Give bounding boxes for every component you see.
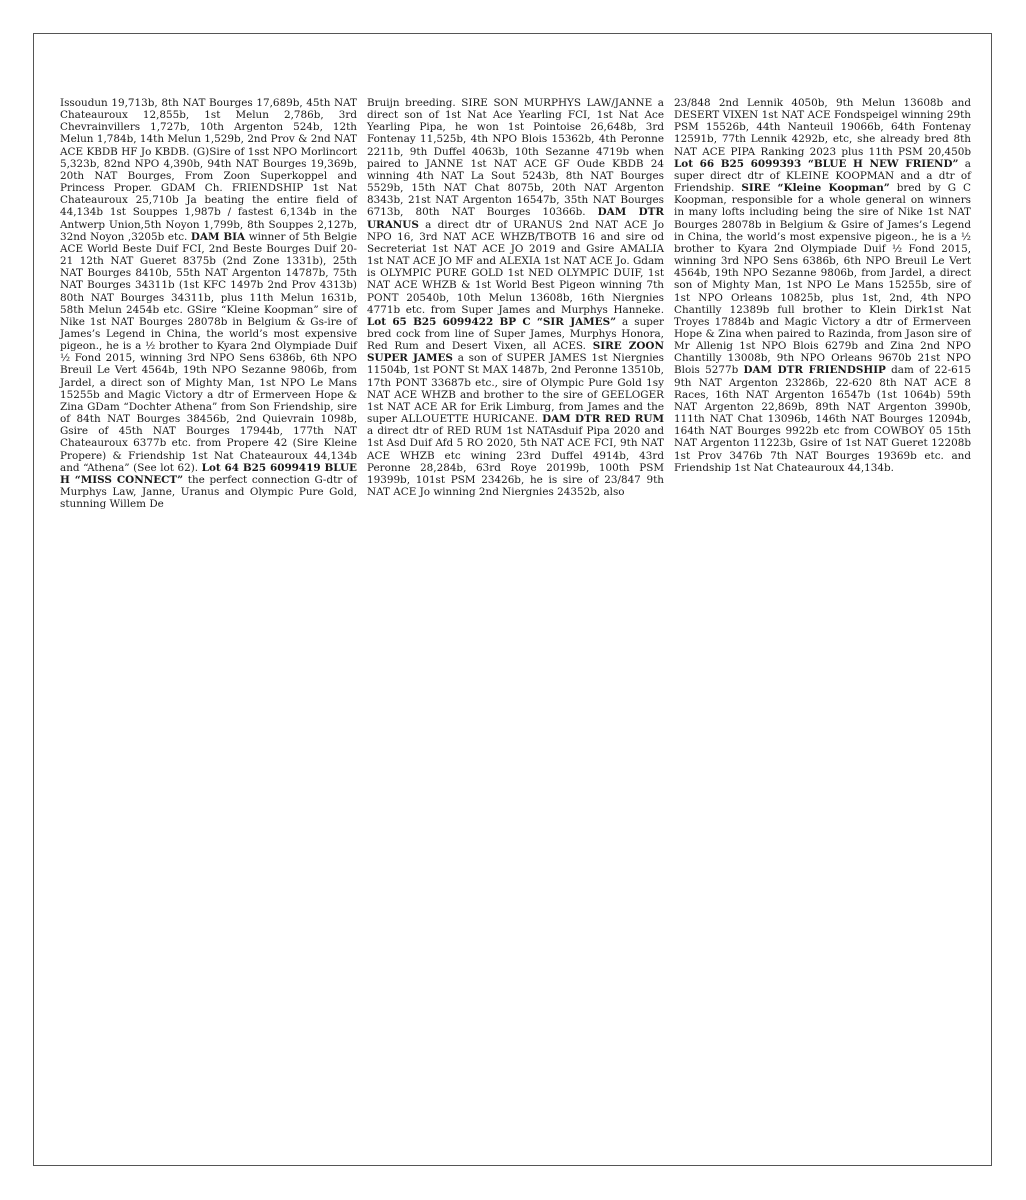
body-text: Issoudun 19,713b, 8th NAT Bourges 17,689b, 45th NAT Chateauroux 12,855b, 1st Melun 2,786b, 3rd Chevrainvillers 1,727b, 10th Argenton 524b, 12th Melun 1,784b, 14th Melun 1,529b, 2nd Prov & 2nd NAT ACE KBDB HF Jo KBDB. (G)Sire of 1sst NPO Morlincort 5,323b, 82nd NPO 4,390b, 94th NAT Bourges 19,369b, 20th NAT Bourges, From Zoon Superkoppel and Princess Proper. GDAM Ch. FRIENDSHIP 1st Nat Chateauroux 25,710b Ja beating the entire field of 44,134b 1st Souppes 1,987b / fastest 6,134b in the Antwerp Union,5th Noyon 1,799b, 8th Souppes 2,127b, 32nd Noyon ,3205b etc. [60, 97, 357, 243]
body-text: a super direct dtr of KLEINE KOOPMAN and a dtr of Friendship. [674, 157, 972, 195]
column-2 [367, 97, 664, 510]
bold-heading: DAM DTR RED RUM [542, 413, 664, 426]
bold-heading: SIRE “Kleine Koopman” [741, 182, 890, 195]
body-text: winner of 5th Belgie ACE World Beste Duif FCI, 2nd Beste Bourges Duif 20-21 12th NAT Gueret 8375b (2nd Zone 1331b), 25th NAT Bourges 8410b, 55th NAT Argenton 14787b, 75th NAT Bourges 34311b (1st KFC 1497b 2nd Prov 4313b) 80th NAT Bourges 34311b, plus 11th Melun 1631b, 58th Melun 2454b etc. GSire “Kleine Koopman” sire of Nike 1st NAT Bourges 28078b in Belgium & Gs-ire of James’s Legend in China, the world’s most expensive pigeon., he is a ½ brother to Kyara 2nd Olympiade Duif ½ Fond 2015, winning 3rd NPO Sens 6386b, 6th NPO Breuil Le Vert 4564b, 19th NPO Sezanne 9806b, from Jardel, a direct son of Mighty Man, 1st NPO Le Mans 15255b and Magic Victory a dtr of Ermerveen Hope & Zina GDam “Dochter Athena” from Son Friendship, sire of 84th NAT Bourges 38456b, 2nd Quievrain 1098b, Gsire of 45th NAT Bourges 17944b, 177th NAT Chateauroux 6377b etc. from Propere 42 (Sire Kleine Propere) & Friendship 1st Nat Chateauroux 44,134b and “Athena” (See lot 62). [60, 230, 357, 474]
body-text: a direct dtr of RED RUM 1st NATAsduif Pipa 2020 and 1st Asd Duif Afd 5 RO 2020, 5th NAT ACE FCI, 9th NAT ACE WHZB etc wining 23rd Duffel 4914b, 43rd Peronne 28,284b, 63rd Roye 20199b, 100th PSM 19399b, 101st PSM 23426b, he is sire of 23/847 9th NAT ACE Jo winning 2nd Niergnies 24352b, also [367, 425, 664, 498]
column-3 [674, 97, 971, 510]
body-text: 23/848 2nd Lennik 4050b, 9th Melun 13608b and DESERT VIXEN 1st NAT ACE Fondspeigel winning 29th PSM 15526b, 44th Nanteuil 19066b, 64th Fontenay 12591b, 77th Lennik 4292b, etc, she already bred 8th NAT ACE PIPA Ranking 2023 plus 11th PSM 20,450b [674, 97, 971, 158]
body-text: the perfect connection G-dtr of Murphys Law, Janne, Uranus and Olympic Pure Gold, stunning Willem De [60, 473, 358, 511]
body-text: bred by G C Koopman, responsible for a whole general on winners in many lofts including being the sire of Nike 1st NAT Bourges 28078b in Belgium & Gsire of James’s Legend in China, the world’s most expensive pigeon., he is a ½ brother to Kyara 2nd Olympiade Duif ½ Fond 2015, winning 3rd NPO Sens 6386b, 6th NPO Breuil Le Vert 4564b, 19th NPO Sezanne 9806b, from Jardel, a direct son of Mighty Man, 1st NPO Le Mans 15255b, sire of 1st NPO Orleans 10825b, plus 1st, 2nd, 4th NPO Chantilly 12389b full brother to Klein Dirk1st Nat Troyes 17884b and Magic Victory a dtr of Ermerveen Hope & Zina when paired to Razinda, from Jason sire of Mr Allenig 1st NPO Blois 6279b and Zina 2nd NPO Chantilly 13008b, 9th NPO Orleans 9670b 21st NPO Blois 5277b [674, 182, 971, 377]
bold-heading: Lot 66 B25 6099393 “BLUE H NEW FRIEND” [674, 157, 959, 170]
bold-heading: DAM DTR URANUS [367, 206, 664, 231]
bold-heading: Lot 64 B25 6099419 BLUE H “MISS CONNECT” [60, 461, 357, 486]
bold-heading: DAM BIA [190, 230, 246, 243]
column-text [674, 97, 971, 474]
column-1 [60, 97, 357, 510]
text-columns [60, 97, 972, 510]
body-text: a super bred cock from line of Super James, Murphys Honora, Red Rum and Desert Vixen, all ACES. [367, 315, 665, 353]
body-text: dam of 22-615 9th NAT Argenton 23286b, 22-620 8th NAT ACE 8 Races, 16th NAT Argenton 16547b (1st 1064b) 59th NAT Argenton 22,869b, 89th NAT Argenton 3990b, 111th NAT Chat 13096b, 146th NAT Bourges 12094b, 164th NAT Bourges 9922b etc from COWBOY 05 15th NAT Argenton 11223b, Gsire of 1st NAT Gueret 12208b 1st Prov 3476b 7th NAT Bourges 19369b etc. and Friendship 1st Nat Chateauroux 44,134b. [674, 364, 972, 474]
body-text: a son of SUPER JAMES 1st Niergnies 11504b, 1st PONT St MAX 1487b, 2nd Peronne 13510b, 17th PONT 33687b etc., sire of Olympic Pure Gold 1sy NAT ACE WHZB and brother to the sire of GEELOGER 1st NAT ACE AR for Erik Limburg, from James and the super ALLOUETTE HURICANE. [367, 352, 664, 426]
body-text: a direct dtr of URANUS 2nd NAT ACE Jo NPO 16, 3rd NAT ACE WHZB/TBOTB 16 and sire od Secreteriat 1st NAT ACE JO 2019 and Gsire AMALIA 1st NAT ACE JO MF and ALEXIA 1st NAT ACE Jo. Gdam is OLYMPIC PURE GOLD 1st NED OLYMPIC DUIF, 1st NAT ACE WHZB & 1st World Best Pigeon winning 7th PONT 20540b, 10th Melun 13608b, 16th Niergnies 4771b etc. from Super James and Murphys Hanneke. [367, 218, 664, 316]
bold-heading: Lot 65 B25 6099422 BP C “SIR JAMES” [367, 315, 617, 328]
column-text [60, 97, 357, 510]
column-text [367, 97, 664, 498]
body-text: Bruijn breeding. SIRE SON MURPHYS LAW/JANNE a direct son of 1st Nat Ace Yearling FCI, 1st Nat Ace Yearling Pipa, he won 1st Pointoise 26,648b, 3rd Fontenay 11,525b, 4th NPO Blois 15362b, 4th Peronne 2211b, 9th Duffel 4063b, 10th Sezanne 4719b when paired to JANNE 1st NAT ACE GF Oude KBDB 24 winning 4th NAT La Sout 5243b, 8th NAT Bourges 5529b, 15th NAT Chat 8075b, 20th NAT Argenton 8343b, 21st NAT Argenton 16547b, 35th NAT Bourges 6713b, 80th NAT Bourges 10366b. [367, 97, 664, 219]
bold-heading: SIRE ZOON SUPER JAMES [367, 340, 664, 365]
bold-heading: DAM DTR FRIENDSHIP [743, 364, 886, 377]
